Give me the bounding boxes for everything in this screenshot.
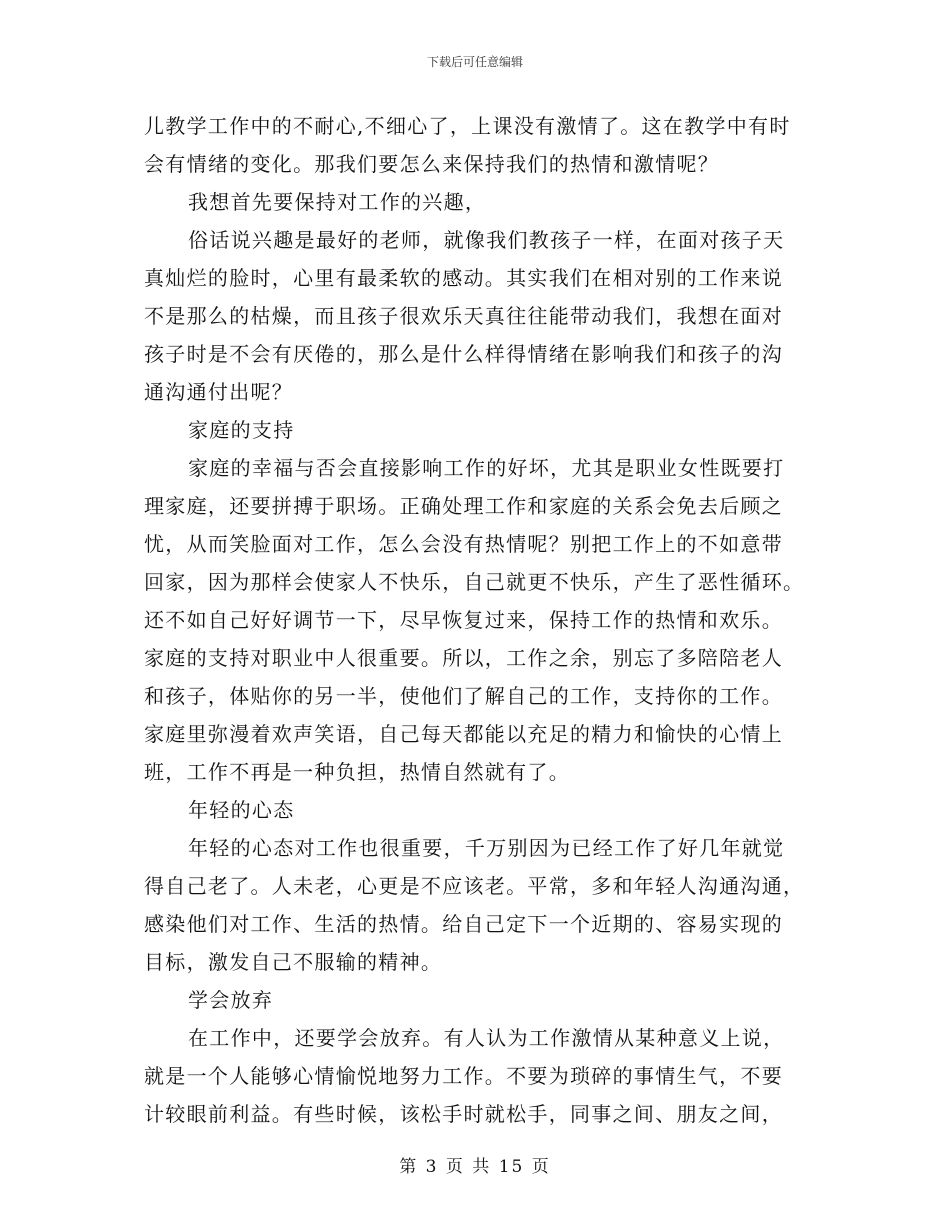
text-line: 真灿烂的脸时，心里有最柔软的感动。其实我们在相对别的工作来说 bbox=[144, 266, 783, 290]
text-line: 儿教学工作中的不耐心,不细心了，上课没有激情了。这在教学中有时 bbox=[144, 114, 791, 138]
text-line: 就是一个人能够心情愉悦地努力工作。不要为琐碎的事情生气，不要 bbox=[144, 1064, 783, 1088]
text-line: 在工作中，还要学会放弃。有人认为工作激情从某种意义上说， bbox=[188, 1026, 785, 1050]
text-line: 不是那么的枯燥，而且孩子很欢乐天真往往能带动我们，我想在面对 bbox=[144, 304, 783, 328]
text-line: 年轻的心态 bbox=[188, 798, 295, 822]
text-line: 感染他们对工作、生活的热情。给自己定下一个近期的、容易实现的 bbox=[144, 912, 783, 936]
text-line: 会有情绪的变化。那我们要怎么来保持我们的热情和激情呢？ bbox=[144, 152, 720, 176]
text-line: 家庭里弥漫着欢声笑语，自己每天都能以充足的精力和愉快的心情上 bbox=[144, 722, 783, 746]
text-line: 回家，因为那样会使家人不快乐，自己就更不快乐，产生了恶性循环。 bbox=[144, 570, 805, 594]
page-number: 第 3 页 共 15 页 bbox=[399, 1157, 551, 1177]
text-line: 忧，从而笑脸面对工作，怎么会没有热情呢？别把工作上的不如意带 bbox=[144, 532, 783, 556]
text-line: 孩子时是不会有厌倦的，那么是什么样得情绪在影响我们和孩子的沟 bbox=[144, 342, 783, 366]
text-line: 目标，激发自己不服输的精神。 bbox=[144, 950, 443, 974]
text-line: 家庭的支持 bbox=[188, 418, 295, 442]
text-line: 学会放弃 bbox=[188, 988, 274, 1012]
text-line: 我想首先要保持对工作的兴趣， bbox=[188, 190, 487, 214]
text-line: 年轻的心态对工作也很重要，千万别因为已经工作了好几年就觉 bbox=[188, 836, 785, 860]
text-line: 家庭的支持对职业中人很重要。所以，工作之余，别忘了多陪陪老人 bbox=[144, 646, 783, 670]
text-line: 通沟通付出呢？ bbox=[144, 380, 294, 404]
text-line: 得自己老了。人未老，心更是不应该老。平常，多和年轻人沟通沟通， bbox=[144, 874, 805, 898]
text-line: 计较眼前利益。有些时候，该松手时就松手，同事之间、朋友之间， bbox=[144, 1102, 783, 1126]
text-line: 家庭的幸福与否会直接影响工作的好坏，尤其是职业女性既要打 bbox=[188, 456, 785, 480]
text-line: 和孩子，体贴你的另一半，使他们了解自己的工作，支持你的工作。 bbox=[144, 684, 783, 708]
text-line: 俗话说兴趣是最好的老师，就像我们教孩子一样，在面对孩子天 bbox=[188, 228, 785, 252]
document-body bbox=[144, 107, 809, 1133]
text-line: 还不如自己好好调节一下，尽早恢复过来，保持工作的热情和欢乐。 bbox=[144, 608, 783, 632]
text-line: 理家庭，还要拼搏于职场。正确处理工作和家庭的关系会免去后顾之 bbox=[144, 494, 783, 518]
page-header: 下载后可任意编辑 bbox=[426, 55, 523, 69]
text-line: 班，工作不再是一种负担，热情自然就有了。 bbox=[144, 760, 570, 784]
